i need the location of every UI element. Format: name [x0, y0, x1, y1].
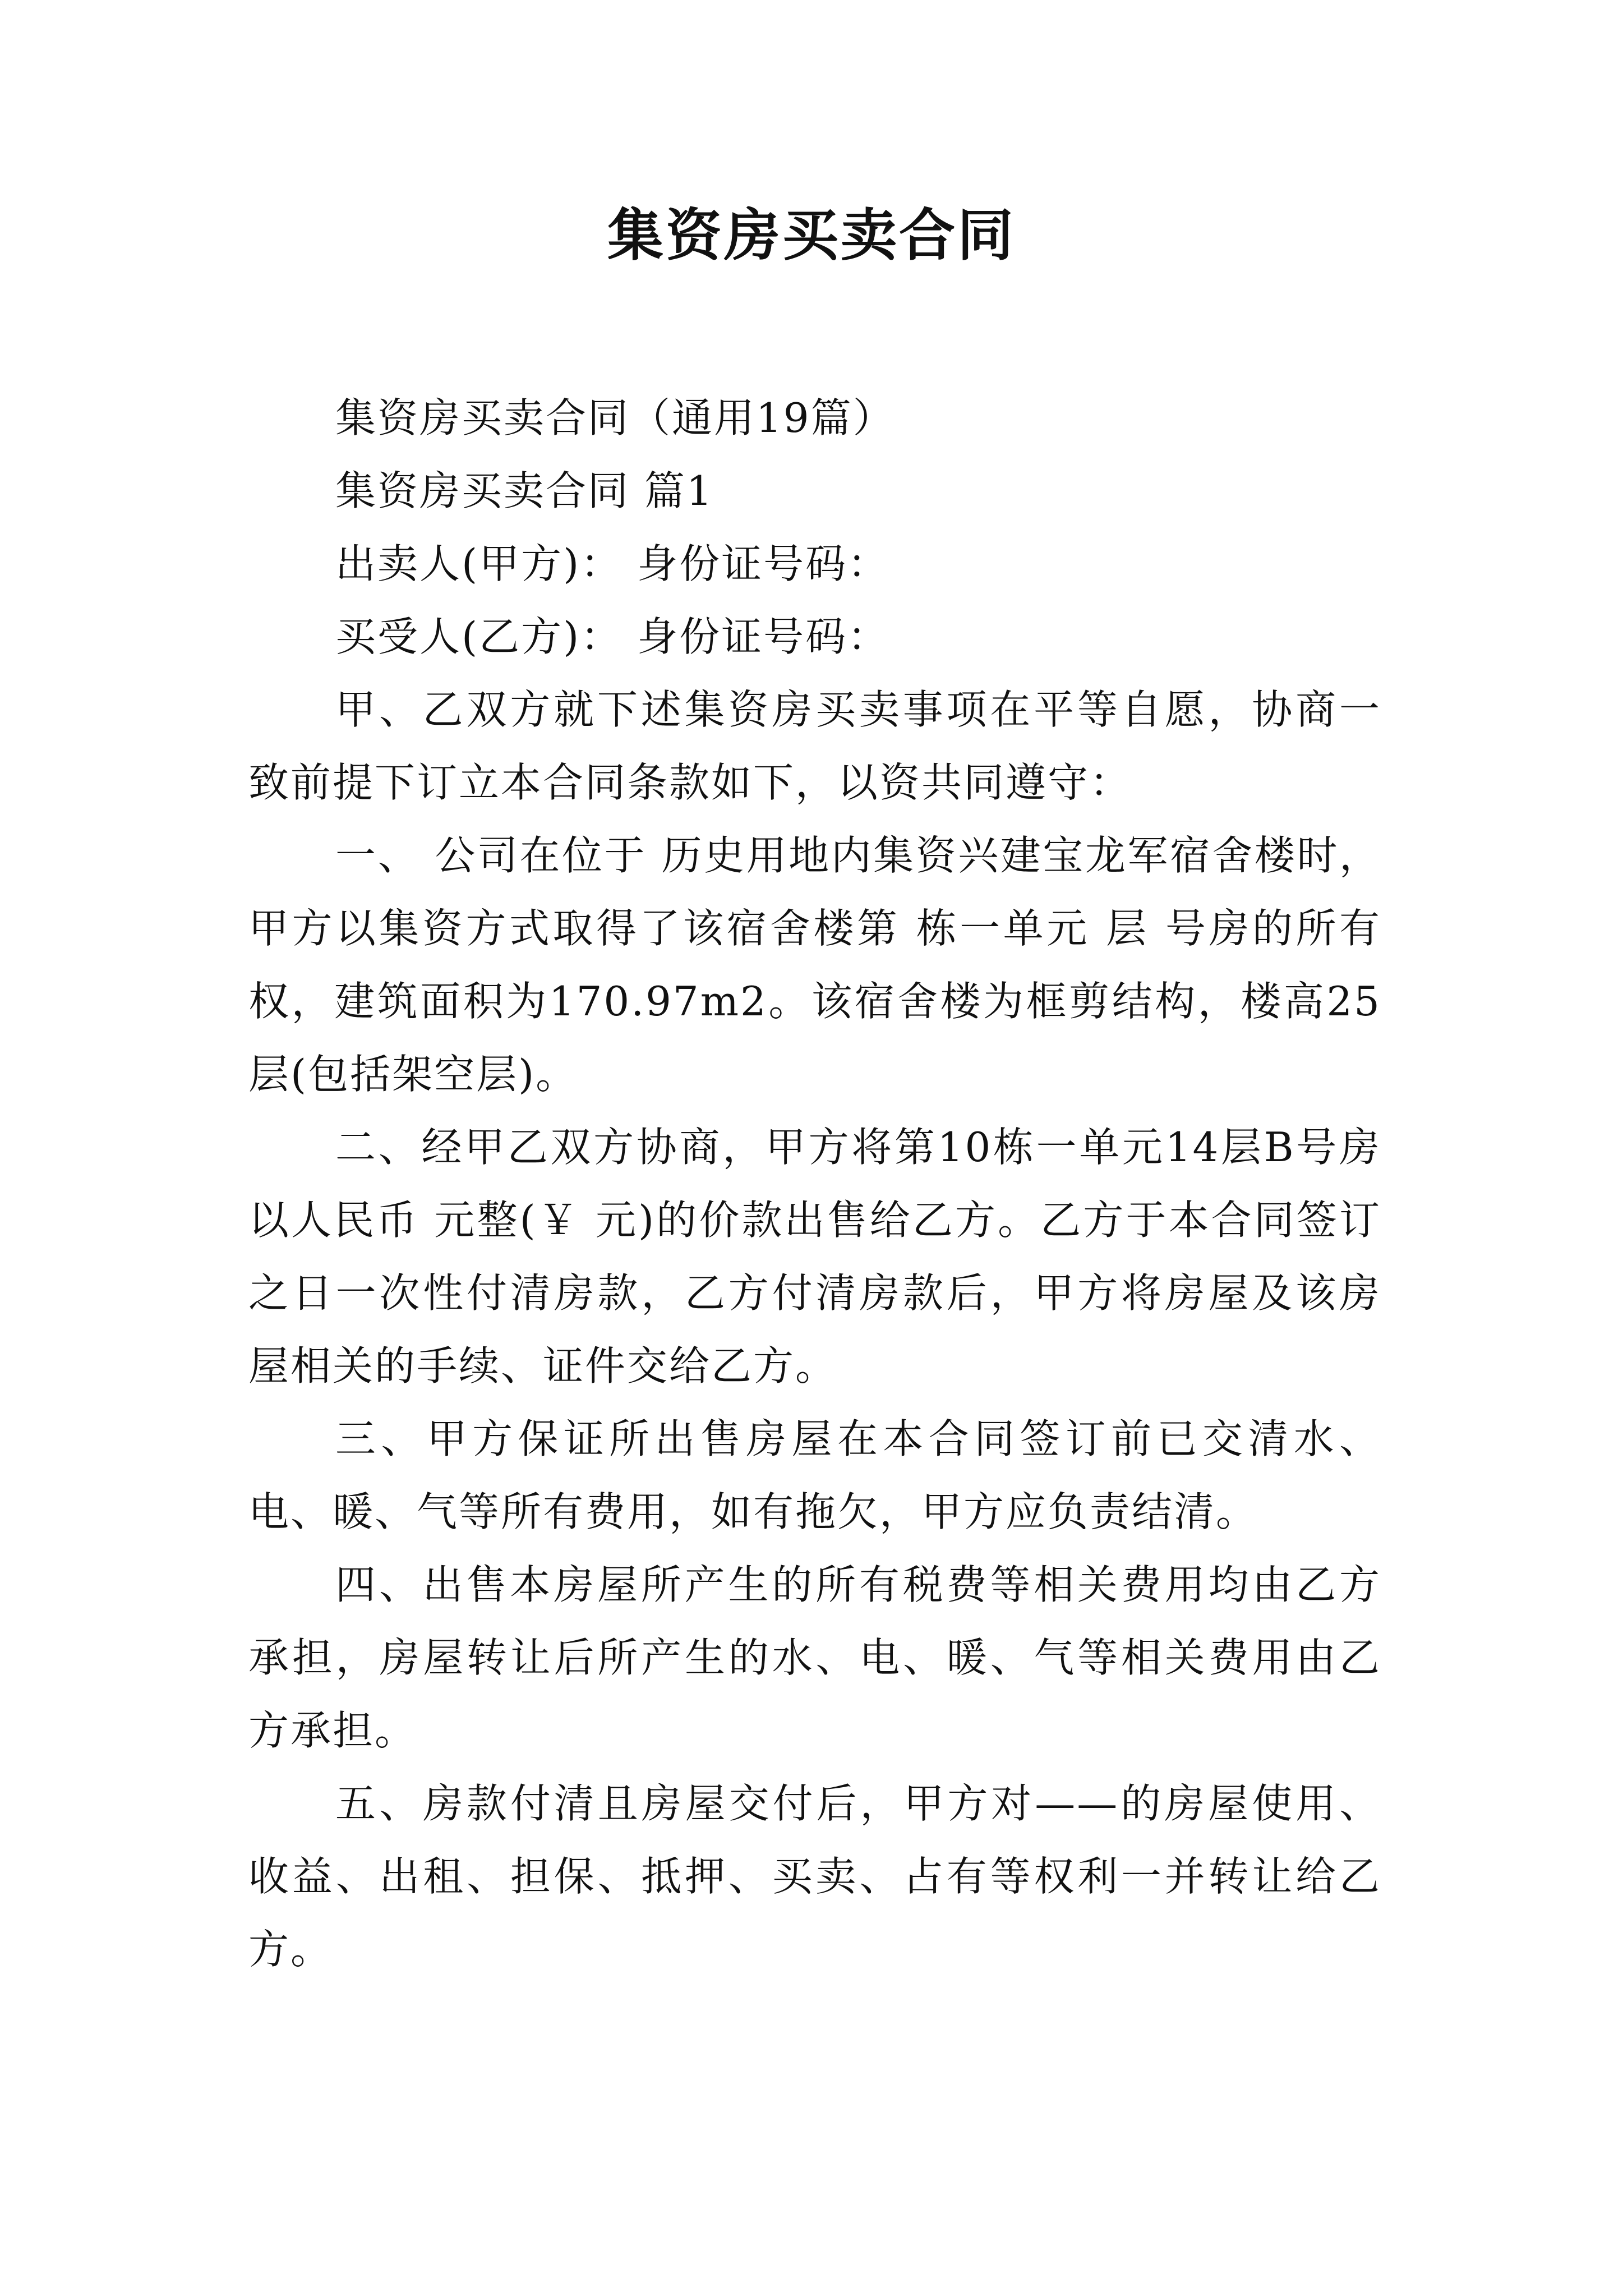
heading-section-1: 集资房买卖合同 篇1: [335, 467, 714, 514]
clause-3: 三、甲方保证所出售房屋在本合同签订前已交清水、电、暖、气等所有费用，如有拖欠，甲方应负责结清。: [248, 1415, 1381, 1535]
clause-2: 二、经甲乙双方协商，甲方将第10栋一单元14层B号房以人民币 元整(￥ 元)的价款出售给乙方。乙方于本合同签订之日一次性付清房款，乙方付清房款后，甲方将房屋及该房屋相关的手续、证件交给乙方。: [248, 1124, 1381, 1389]
heading-collection: 集资房买卖合同（通用19篇）: [335, 394, 895, 441]
clause-5: 五、房款付清且房屋交付后，甲方对——的房屋使用、收益、出租、担保、抵押、买卖、占有等权利一并转让给乙方。: [248, 1780, 1381, 1973]
document-title: 集资房买卖合同: [607, 203, 1016, 268]
document-body: [248, 381, 1381, 1986]
clause-4: 四、出售本房屋所产生的所有税费等相关费用均由乙方承担，房屋转让后所产生的水、电、暖、气等相关费用由乙方承担。: [248, 1561, 1381, 1754]
buyer-line: 买受人(乙方)： 身份证号码：: [335, 613, 890, 660]
seller-line: 出卖人(甲方)： 身份证号码：: [335, 540, 890, 587]
clause-1: 一、 公司在位于 历史用地内集资兴建宝龙军宿舍楼时，甲方以集资方式取得了该宿舍楼第 栋一单元 层 号房的所有权，建筑面积为170.97m2。该宿舍楼为框剪结构，楼高25层(包括架空层)。: [248, 832, 1381, 1098]
preamble-paragraph: 甲、乙双方就下述集资房买卖事项在平等自愿，协商一致前提下订立本合同条款如下，以资共同遵守：: [248, 686, 1381, 806]
